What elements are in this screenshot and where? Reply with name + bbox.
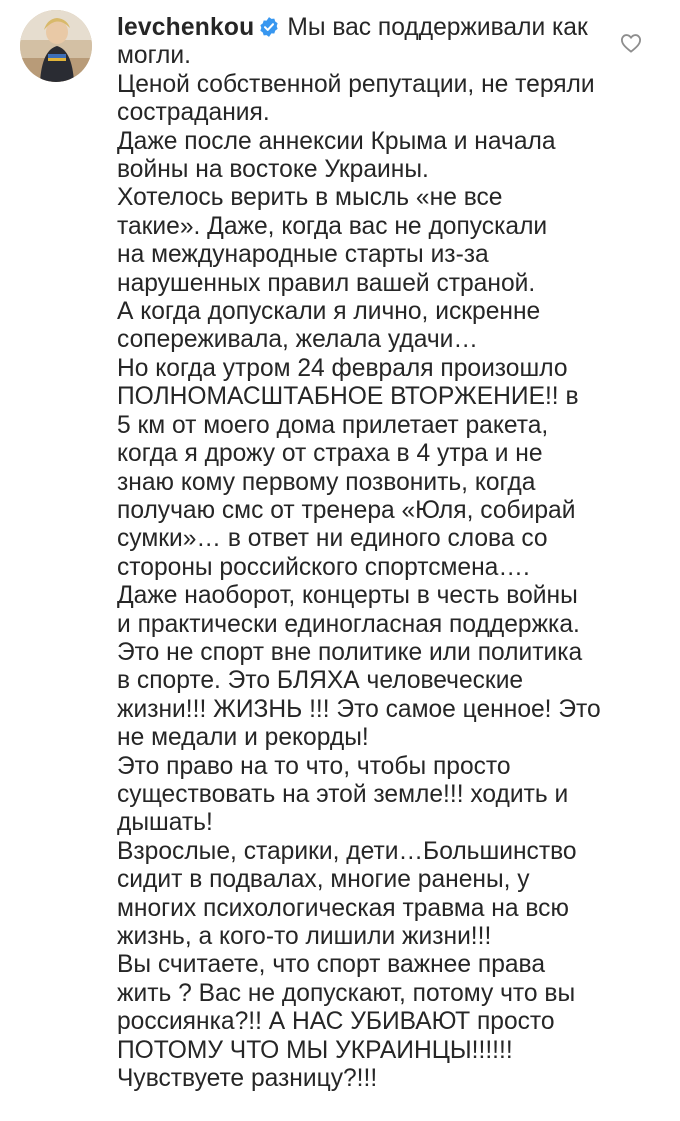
comment-text-line: Даже наоборот, концерты в честь войны	[117, 582, 578, 610]
comment-text-line: россиянка?!! А НАС УБИВАЮТ просто	[117, 1008, 555, 1036]
comment-text-line: на международные старты из-за	[117, 241, 489, 269]
comment-body	[117, 14, 605, 1093]
comment-text-line: в спорте. Это БЛЯХА человеческие	[117, 667, 524, 695]
comment-text-line: ПОТОМУ ЧТО МЫ УКРАИНЦЫ!!!!!!	[117, 1036, 513, 1064]
comment-text-line: Взрослые, старики, дети…Большинство	[117, 837, 577, 865]
comment-text-line: знаю кому первому позвонить, когда	[117, 468, 536, 496]
comment-text-line: 5 км от моего дома прилетает ракета,	[117, 411, 549, 439]
comment-text-line: не медали и рекорды!	[117, 724, 369, 752]
comment-text-line: Это право на то что, чтобы просто	[117, 752, 511, 780]
comment-text-line: сидит в подвалах, многие ранены, у	[117, 866, 530, 894]
comment-text-line: сострадания.	[117, 99, 270, 127]
comment-text-line: ПОЛНОМАСШТАБНОЕ ВТОРЖЕНИЕ!! в	[117, 383, 579, 411]
comment-text-line: сопереживала, желала удачи…	[117, 326, 478, 354]
comment-text-line: Ценой собственной репутации, не теряли	[117, 70, 595, 98]
comment-text-line: Но когда утром 24 февраля произошло	[117, 354, 568, 382]
comment-text-line: существовать на этой земле!!! ходить и	[117, 780, 569, 808]
comment-text	[117, 42, 605, 1093]
comment-text-line: А когда допускали я лично, искренне	[117, 298, 541, 326]
comment-text-line: могли.	[117, 42, 191, 70]
comment-text-line: Чувствуете разницу?!!!	[117, 1065, 378, 1093]
comment-text-line: дышать!	[117, 809, 213, 837]
comment-text-line: сумки»… в ответ ни единого слова со	[117, 525, 548, 553]
comment-text-line: жизни!!! ЖИЗНЬ !!! Это самое ценное! Это	[117, 695, 601, 723]
comment-text-line: нарушенных правил вашей страной.	[117, 269, 536, 297]
comment-text-line: и практически единогласная поддержка.	[117, 610, 580, 638]
comment-text-line: такие». Даже, когда вас не допускали	[117, 212, 548, 240]
comment-text-line: войны на востоке Украины.	[117, 156, 429, 184]
verified-badge-icon	[258, 16, 280, 38]
comment-text-line: многих психологическая травма на всю	[117, 894, 569, 922]
comment-text-line: Вы считаете, что спорт важнее права	[117, 951, 546, 979]
comment-text-line: жить ? Вас не допускают, потому что вы	[117, 979, 576, 1007]
profile-photo	[20, 10, 92, 82]
comment-text-line: жизнь, а кого-то лишили жизни!!!	[117, 923, 492, 950]
comment-text-line: стороны российского спортсмена….	[117, 553, 530, 581]
comment-text-line: когда я дрожу от страха в 4 утра и не	[117, 440, 543, 468]
avatar[interactable]	[20, 10, 92, 82]
comment-text-line: получаю смс от тренера «Юля, собирай	[117, 496, 576, 524]
heart-outline-icon[interactable]	[620, 33, 642, 53]
comment-text-line: Это не спорт вне политике или политика	[117, 638, 583, 666]
comment-text-line: Даже после аннексии Крыма и начала	[117, 127, 556, 155]
username-link[interactable]: levchenkou	[117, 14, 255, 41]
comment-text-line: Мы вас поддерживали как	[287, 14, 588, 41]
comment-text-line: Хотелось верить в мысль «не все	[117, 184, 503, 212]
